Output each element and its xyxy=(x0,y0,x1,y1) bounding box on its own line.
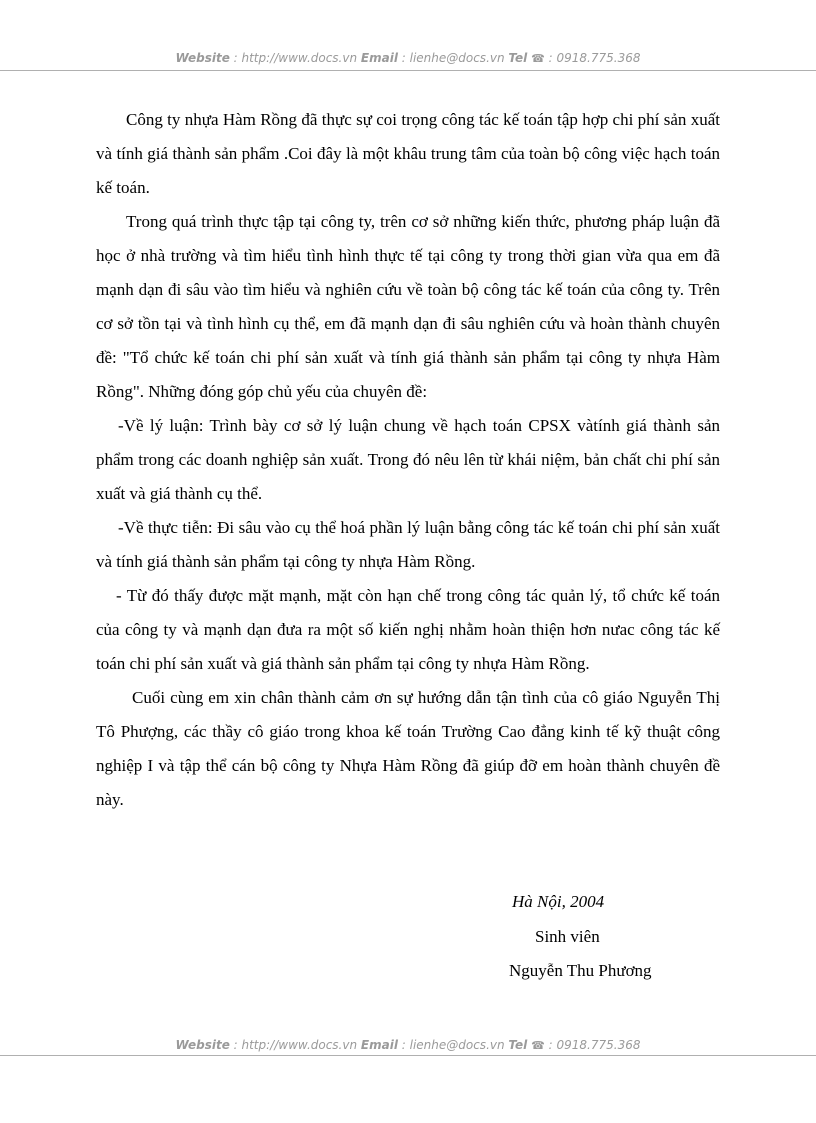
footer-email-value: : lienhe@docs.vn xyxy=(397,1038,509,1052)
footer-website-label: Website xyxy=(175,1038,230,1052)
header-email-label: Email xyxy=(360,51,398,65)
signature-date: Hà Nội, 2004 xyxy=(512,892,605,911)
footer-email-label: Email xyxy=(360,1038,398,1052)
paragraph-1: Công ty nhựa Hàm Rồng đã thực sự coi trọng công tác kế toán tập hợp chi phí sản xuất và tính giá thành sản phẩm .Coi đây là một khâu trung tâm của toàn bộ công việc hạch toán kế toán. xyxy=(96,110,720,197)
footer-website-value: : http://www.docs.vn xyxy=(229,1038,361,1052)
footer-divider xyxy=(0,1055,816,1056)
header-website-value: : http://www.docs.vn xyxy=(229,51,361,65)
document-body xyxy=(96,103,720,817)
header-divider xyxy=(0,70,816,71)
paragraph-4: -Về thực tiễn: Đi sâu vào cụ thể hoá phần lý luận bằng công tác kế toán chi phí sản xuất và tính giá thành sản phẩm tại công ty nhựa Hàm Rồng. xyxy=(96,518,720,571)
phone-icon: ☎ xyxy=(531,1039,545,1052)
paragraph-2: Trong quá trình thực tập tại công ty, trên cơ sở những kiến thức, phương pháp luận đã học ở nhà trường và tìm hiểu tình hình thực tế tại công ty trong thời gian vừa qua em đã mạnh dạn đi sâu vào tìm hiểu và nghiên cứu về toàn bộ công tác kế toán của công ty. Trên cơ sở tồn tại và tình hình cụ thể, em đã mạnh dạn đi sâu nghiên cứu và hoàn thành chuyên đề: "Tổ chức kế toán chi phí sản xuất và tính giá thành sản phẩm tại công ty nhựa Hàm Rồng". Những đóng góp chủ yếu của chuyên đề: xyxy=(96,212,720,401)
page-header xyxy=(0,51,816,65)
paragraph-5: - Từ đó thấy được mặt mạnh, mặt còn hạn chế trong công tác quản lý, tổ chức kế toán của công ty và mạnh dạn đưa ra một số kiến nghị nhằm hoàn thiện hơn nưac công tác kế toán chi phí sản xuất và giá thành sản phẩm tại công ty nhựa Hàm Rồng. xyxy=(96,586,720,673)
page-footer xyxy=(0,1038,816,1052)
paragraph-3: -Về lý luận: Trình bày cơ sở lý luận chung về hạch toán CPSX vàtính giá thành sản phẩm trong các doanh nghiệp sản xuất. Trong đó nêu lên từ khái niệm, bản chất chi phí sản xuất và giá thành cụ thể. xyxy=(96,416,720,503)
signature-name: Nguyễn Thu Phương xyxy=(509,961,652,980)
signature-role: Sinh viên xyxy=(535,927,600,946)
phone-icon: ☎ xyxy=(531,52,545,65)
paragraph-6: Cuối cùng em xin chân thành cảm ơn sự hướng dẫn tận tình của cô giáo Nguyễn Thị Tô Phượng, các thầy cô giáo trong khoa kế toán Trường Cao đẳng kinh tế kỹ thuật công nghiệp I và tập thể cán bộ công ty Nhựa Hàm Rồng đã giúp đỡ em hoàn thành chuyên đề này. xyxy=(96,688,720,809)
header-email-value: : lienhe@docs.vn xyxy=(397,51,509,65)
header-website-label: Website xyxy=(175,51,230,65)
header-tel-value: : 0918.775.368 xyxy=(544,51,641,65)
footer-tel-label: Tel xyxy=(508,1038,528,1052)
header-tel-label: Tel xyxy=(508,51,528,65)
footer-tel-value: : 0918.775.368 xyxy=(544,1038,641,1052)
